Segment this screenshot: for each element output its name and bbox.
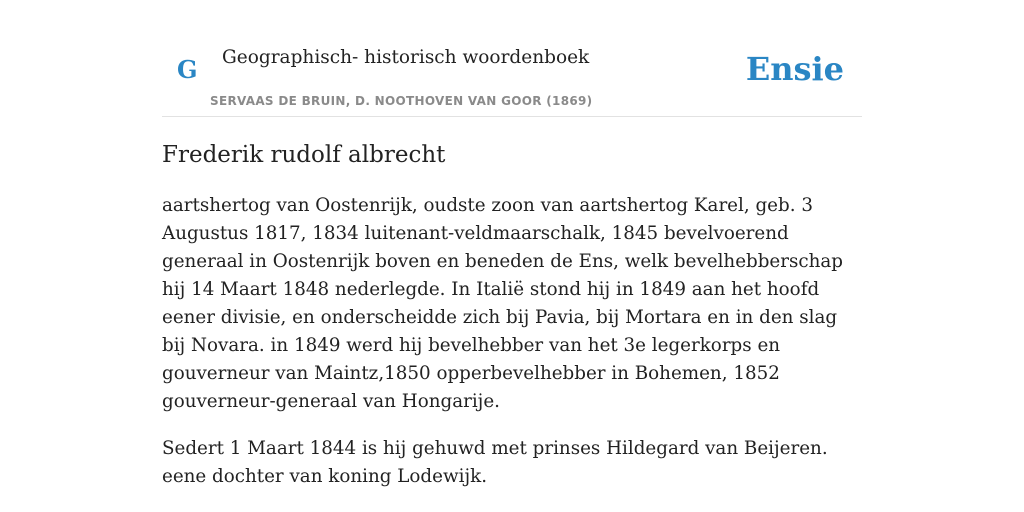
book-logo-link[interactable]: G [177,55,198,84]
book-header [162,0,862,117]
entry-paragraph: Sedert 1 Maart 1844 is hij gehuwd met prinses Hildegard van Beijeren. eene dochter van koning Lodewijk. [162,438,828,487]
ensie-logo-link[interactable]: Ensie [745,50,844,88]
book-title[interactable]: Geographisch- historisch woordenboek [222,47,590,68]
entry-body [162,192,862,510]
book-authors: SERVAAS DE BRUIN, D. NOOTHOVEN VAN GOOR (1869) [210,94,593,108]
entry-title: Frederik rudolf albrecht [162,142,446,168]
entry-paragraph: aartshertog van Oostenrijk, oudste zoon van aartshertog Karel, geb. 3 Augustus 1817, 1834 luitenant-veldmaarschalk, 1845 bevelvoerend generaal in Oostenrijk boven en beneden de Ens, welk bevelhebberschap hij 14 Maart 1848 nederlegde. In Italië stond hij in 1849 aan het hoofd eener divisie, en onderscheidde zich bij Pavia, bij Mortara en in den slag bij Novara. in 1849 werd hij bevelhebber van het 3e legerkorps en gouverneur van Maintz,1850 opperbevelhebber in Bohemen, 1852 gouverneur-generaal van Hongarije. [162,195,843,412]
